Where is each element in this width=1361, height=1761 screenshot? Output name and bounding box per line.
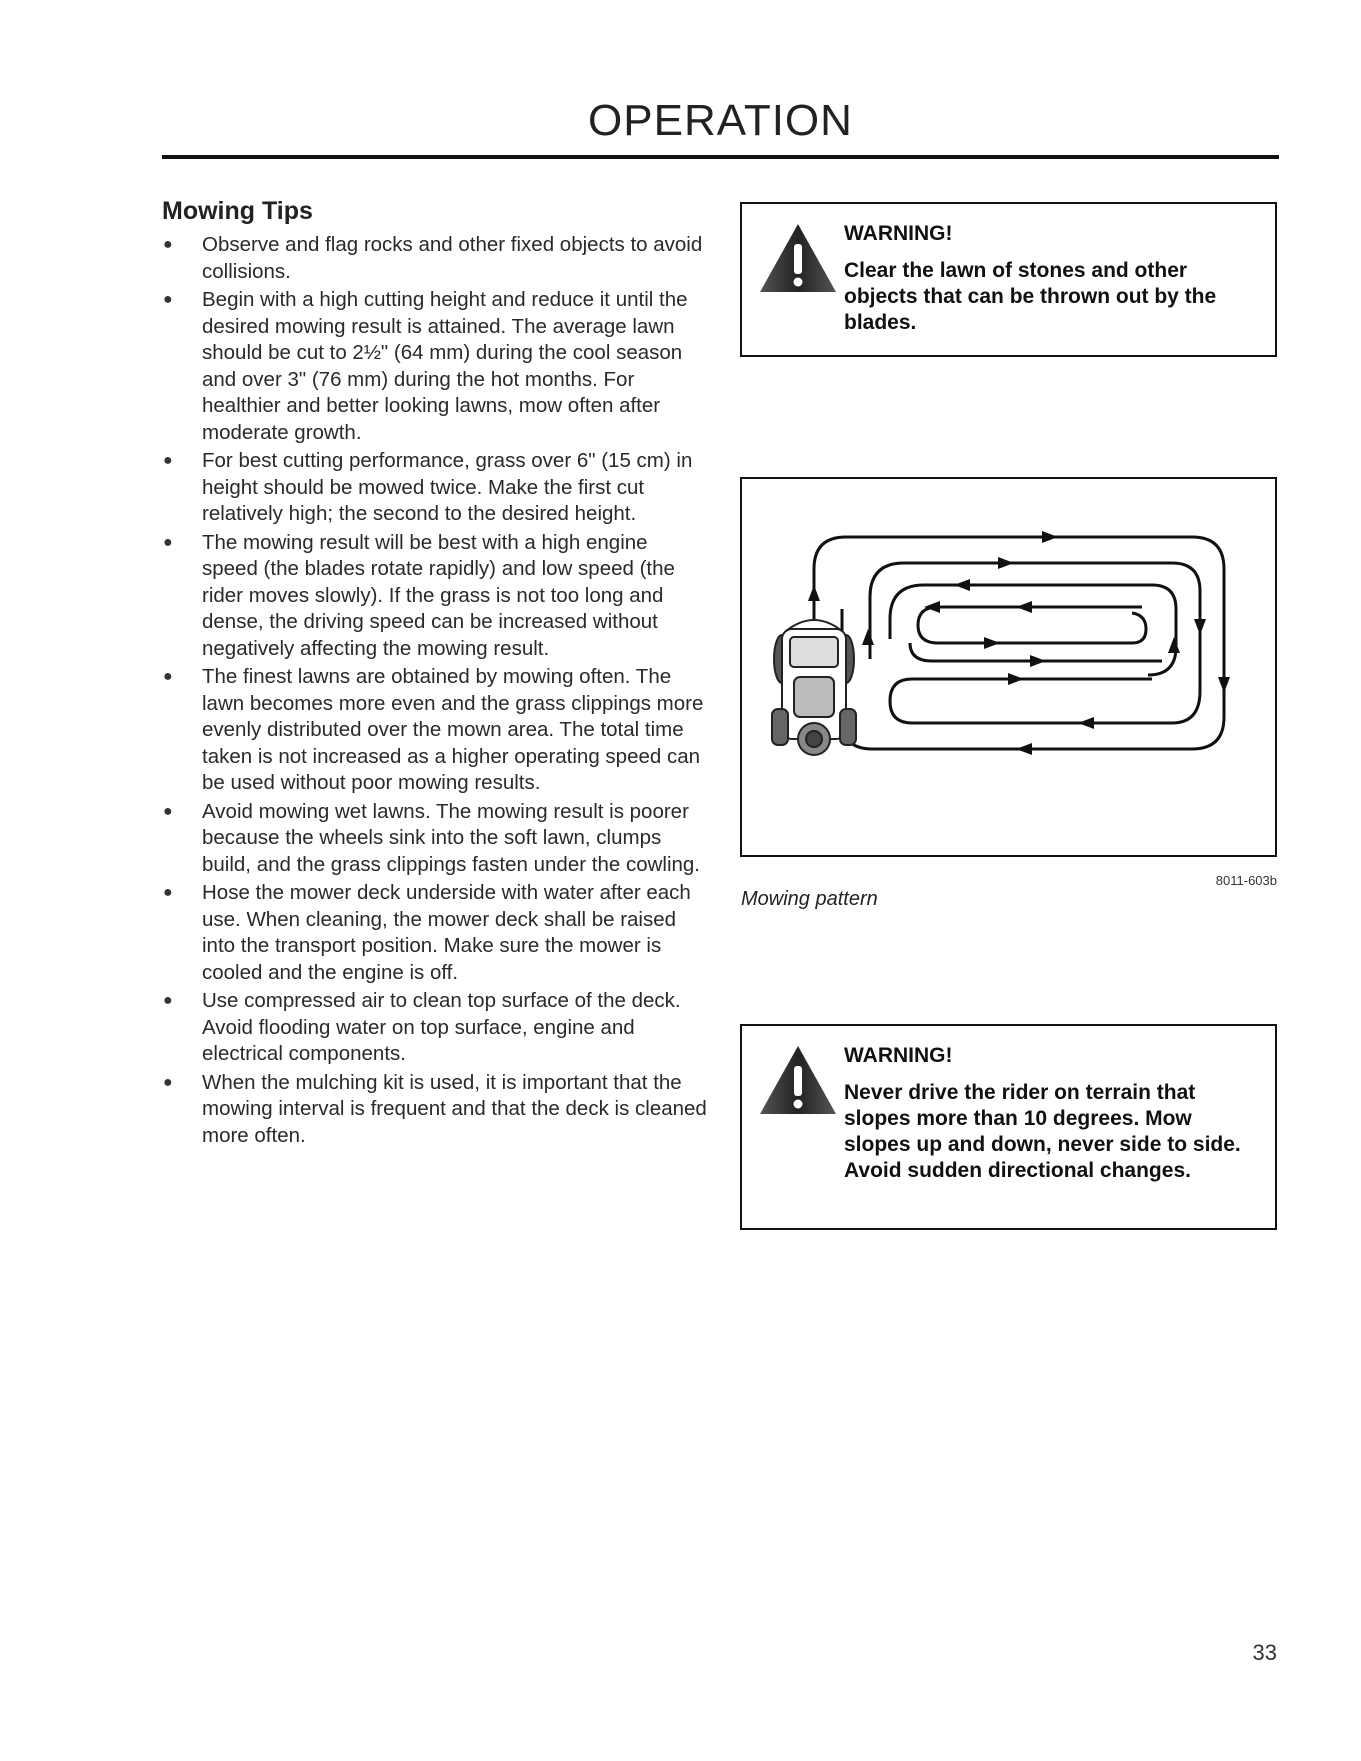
arrow-down-icon — [1218, 677, 1230, 693]
arrow-up-icon — [862, 629, 874, 645]
list-item-text: Hose the mower deck underside with water after each use. When cleaning, the mower deck shall be raised into the transport position. Make sure the mower is cooled and the engine is off. — [202, 881, 691, 984]
list-item-text: The finest lawns are obtained by mowing often. The lawn becomes more even and the grass clippings more evenly distributed over the mown area. The total time taken is not increased as a higher operating speed can be used without poor mowing results. — [202, 665, 704, 794]
list-item — [162, 988, 707, 1068]
list-item — [162, 530, 707, 663]
arrow-left-icon — [1016, 601, 1032, 613]
arrow-left-icon — [1078, 717, 1094, 729]
list-item — [162, 880, 707, 986]
arrow-right-icon — [998, 557, 1014, 569]
list-item-text: Use compressed air to clean top surface of the deck. Avoid flooding water on top surface, engine and electrical components. — [202, 989, 681, 1065]
list-item — [162, 664, 707, 797]
arrow-right-icon — [984, 637, 1000, 649]
section-title-mowing-tips: Mowing Tips — [162, 197, 313, 225]
figure-code: 8011-603b — [1215, 873, 1277, 888]
mowing-tips-list — [162, 232, 707, 1151]
bullet-icon: ● — [163, 992, 173, 1009]
list-item-text: Avoid mowing wet lawns. The mowing result is poorer because the wheels sink into the soft lawn, clumps build, and the grass clippings fasten under the cowling. — [202, 799, 701, 876]
page-number: 33 — [1252, 1640, 1277, 1665]
bullet-icon: ● — [163, 533, 173, 551]
arrow-right-icon — [1042, 531, 1058, 543]
warning-text: Clear the lawn of stones and other objects that can be thrown out by the blades. — [844, 259, 1217, 334]
bullet-icon: ● — [163, 802, 173, 820]
bullet-icon: ● — [163, 884, 173, 901]
warning-text: Never drive the rider on terrain that slopes more than 10 degrees. Mow slopes up and down, never side to side. Avoid sudden directional changes. — [844, 1081, 1241, 1182]
bullet-icon: ● — [163, 291, 173, 308]
header-divider — [162, 155, 1279, 159]
list-item — [162, 1070, 707, 1150]
arrow-up-icon — [808, 585, 820, 601]
page-title: OPERATION — [588, 96, 853, 145]
bullet-icon: ● — [163, 236, 173, 253]
arrow-down-icon — [1194, 619, 1206, 635]
list-item — [162, 287, 707, 446]
warning-triangle-icon — [758, 1044, 838, 1116]
bullet-icon: ● — [163, 668, 173, 685]
list-item — [162, 799, 707, 879]
warning-title: WARNING! — [844, 1044, 953, 1067]
mowing-pattern-diagram — [742, 479, 1275, 855]
warning-box-slopes — [740, 1024, 1277, 1230]
list-item-text: For best cutting performance, grass over 6" (15 cm) in height should be mowed twice. Make the first cut relatively high; the second to the desired height. — [202, 449, 693, 525]
arrow-left-icon — [924, 601, 940, 613]
list-item — [162, 448, 707, 528]
list-item-text: Begin with a high cutting height and reduce it until the desired mowing result is attained. The average lawn should be cut to 2½" (64 mm) during the cool season and over 3" (76 mm) during the hot months. For healthier and better looking lawns, mow often after moderate growth. — [202, 288, 688, 444]
figure-caption: Mowing pattern — [741, 888, 878, 910]
arrow-right-icon — [1008, 673, 1024, 685]
arrow-left-icon — [1016, 743, 1032, 755]
arrow-up-icon — [1168, 637, 1180, 653]
warning-title: WARNING! — [844, 222, 953, 245]
list-item-text: When the mulching kit is used, it is important that the mowing interval is frequent and that the deck is cleaned more often. — [202, 1070, 707, 1147]
arrow-right-icon — [1030, 655, 1046, 667]
arrow-left-icon — [954, 579, 970, 591]
mowing-pattern-figure — [740, 477, 1277, 857]
warning-box-thrown-objects — [740, 202, 1277, 357]
warning-triangle-icon — [758, 222, 838, 294]
list-item — [162, 232, 707, 285]
bullet-icon: ● — [163, 1073, 173, 1091]
bullet-icon: ● — [163, 452, 173, 469]
list-item-text: The mowing result will be best with a high engine speed (the blades rotate rapidly) and low speed (the rider moves slowly). If the grass is not too long and dense, the driving speed can be increased without negatively affecting the mowing result. — [202, 530, 675, 660]
rider-mower-illustration — [772, 620, 856, 755]
list-item-text: Observe and flag rocks and other fixed objects to avoid collisions. — [202, 233, 703, 283]
